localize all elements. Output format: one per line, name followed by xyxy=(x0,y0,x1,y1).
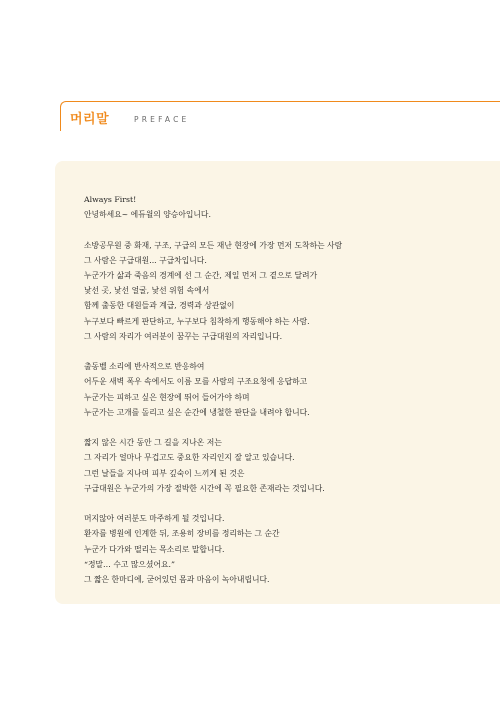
text-line: 환자를 병원에 인계한 뒤, 조용히 장비를 정리하는 그 순간 xyxy=(84,529,280,539)
text-line: 그런 날들을 지나며 피부 깊숙이 느끼게 된 것은 xyxy=(84,468,245,478)
text-line: 누군가 다가와 떨리는 목소리로 말합니다. xyxy=(84,544,225,554)
text-line: 낯선 곳, 낯선 얼굴, 낯선 위험 속에서 xyxy=(84,286,210,296)
page-subtitle: PREFACE xyxy=(134,115,190,124)
text-line: 출동벨 소리에 반사적으로 반응하여 xyxy=(84,362,205,372)
text-line: 그 짧은 한마디에, 굳어있던 몸과 마음이 녹아내립니다. xyxy=(84,575,270,585)
text-line: Always First! xyxy=(84,195,137,204)
paragraph-2 xyxy=(84,238,484,344)
preface-text xyxy=(84,192,484,602)
text-line: 그 사람은 구급대원... 구급차입니다. xyxy=(84,255,207,265)
text-line: 머지않아 여러분도 마주하게 될 것입니다. xyxy=(84,514,225,524)
paragraph-1 xyxy=(84,192,484,222)
header-frame xyxy=(60,101,500,131)
text-line: 누구보다 빠르게 판단하고, 누구보다 침착하게 행동해야 하는 사람. xyxy=(84,316,310,326)
text-line: 누군가는 고개를 돌리고 싶은 순간에 냉철한 판단을 내려야 합니다. xyxy=(84,407,310,417)
text-line: 누군가가 삶과 죽음의 경계에 선 그 순간, 제일 먼저 그 곁으로 달려가 xyxy=(84,271,318,280)
page-title: 머리말 xyxy=(70,112,110,127)
text-line: “정말… 수고 많으셨어요.” xyxy=(84,559,175,569)
text-line: 안녕하세요~ 에듀윌의 양승아입니다. xyxy=(84,210,211,220)
text-line: 소방공무원 중 화재, 구조, 구급의 모든 재난 현장에 가장 먼저 도착하는 사람 xyxy=(84,240,343,250)
paragraph-3 xyxy=(84,359,484,420)
text-line: 누군가는 피하고 싶은 현장에 뛰어 들어가야 하며 xyxy=(84,392,250,402)
text-line: 그 사람의 자리가 여러분이 꿈꾸는 구급대원의 자리입니다. xyxy=(84,331,283,341)
paragraph-5 xyxy=(84,511,484,587)
text-line: 구급대원은 누군가의 가장 절박한 시간에 꼭 필요한 존재라는 것입니다. xyxy=(84,483,325,493)
paragraph-4 xyxy=(84,435,484,496)
text-line: 그 자리가 얼마나 무겁고도 중요한 자리인지 잘 알고 있습니다. xyxy=(84,453,295,463)
text-line: 짧지 않은 시간 동안 그 길을 지나온 저는 xyxy=(84,438,222,448)
text-line: 함께 출동한 대원들과 계급, 경력과 상관없이 xyxy=(84,301,235,311)
text-line: 어두운 새벽 폭우 속에서도 이름 모를 사람의 구조요청에 응답하고 xyxy=(84,377,308,387)
